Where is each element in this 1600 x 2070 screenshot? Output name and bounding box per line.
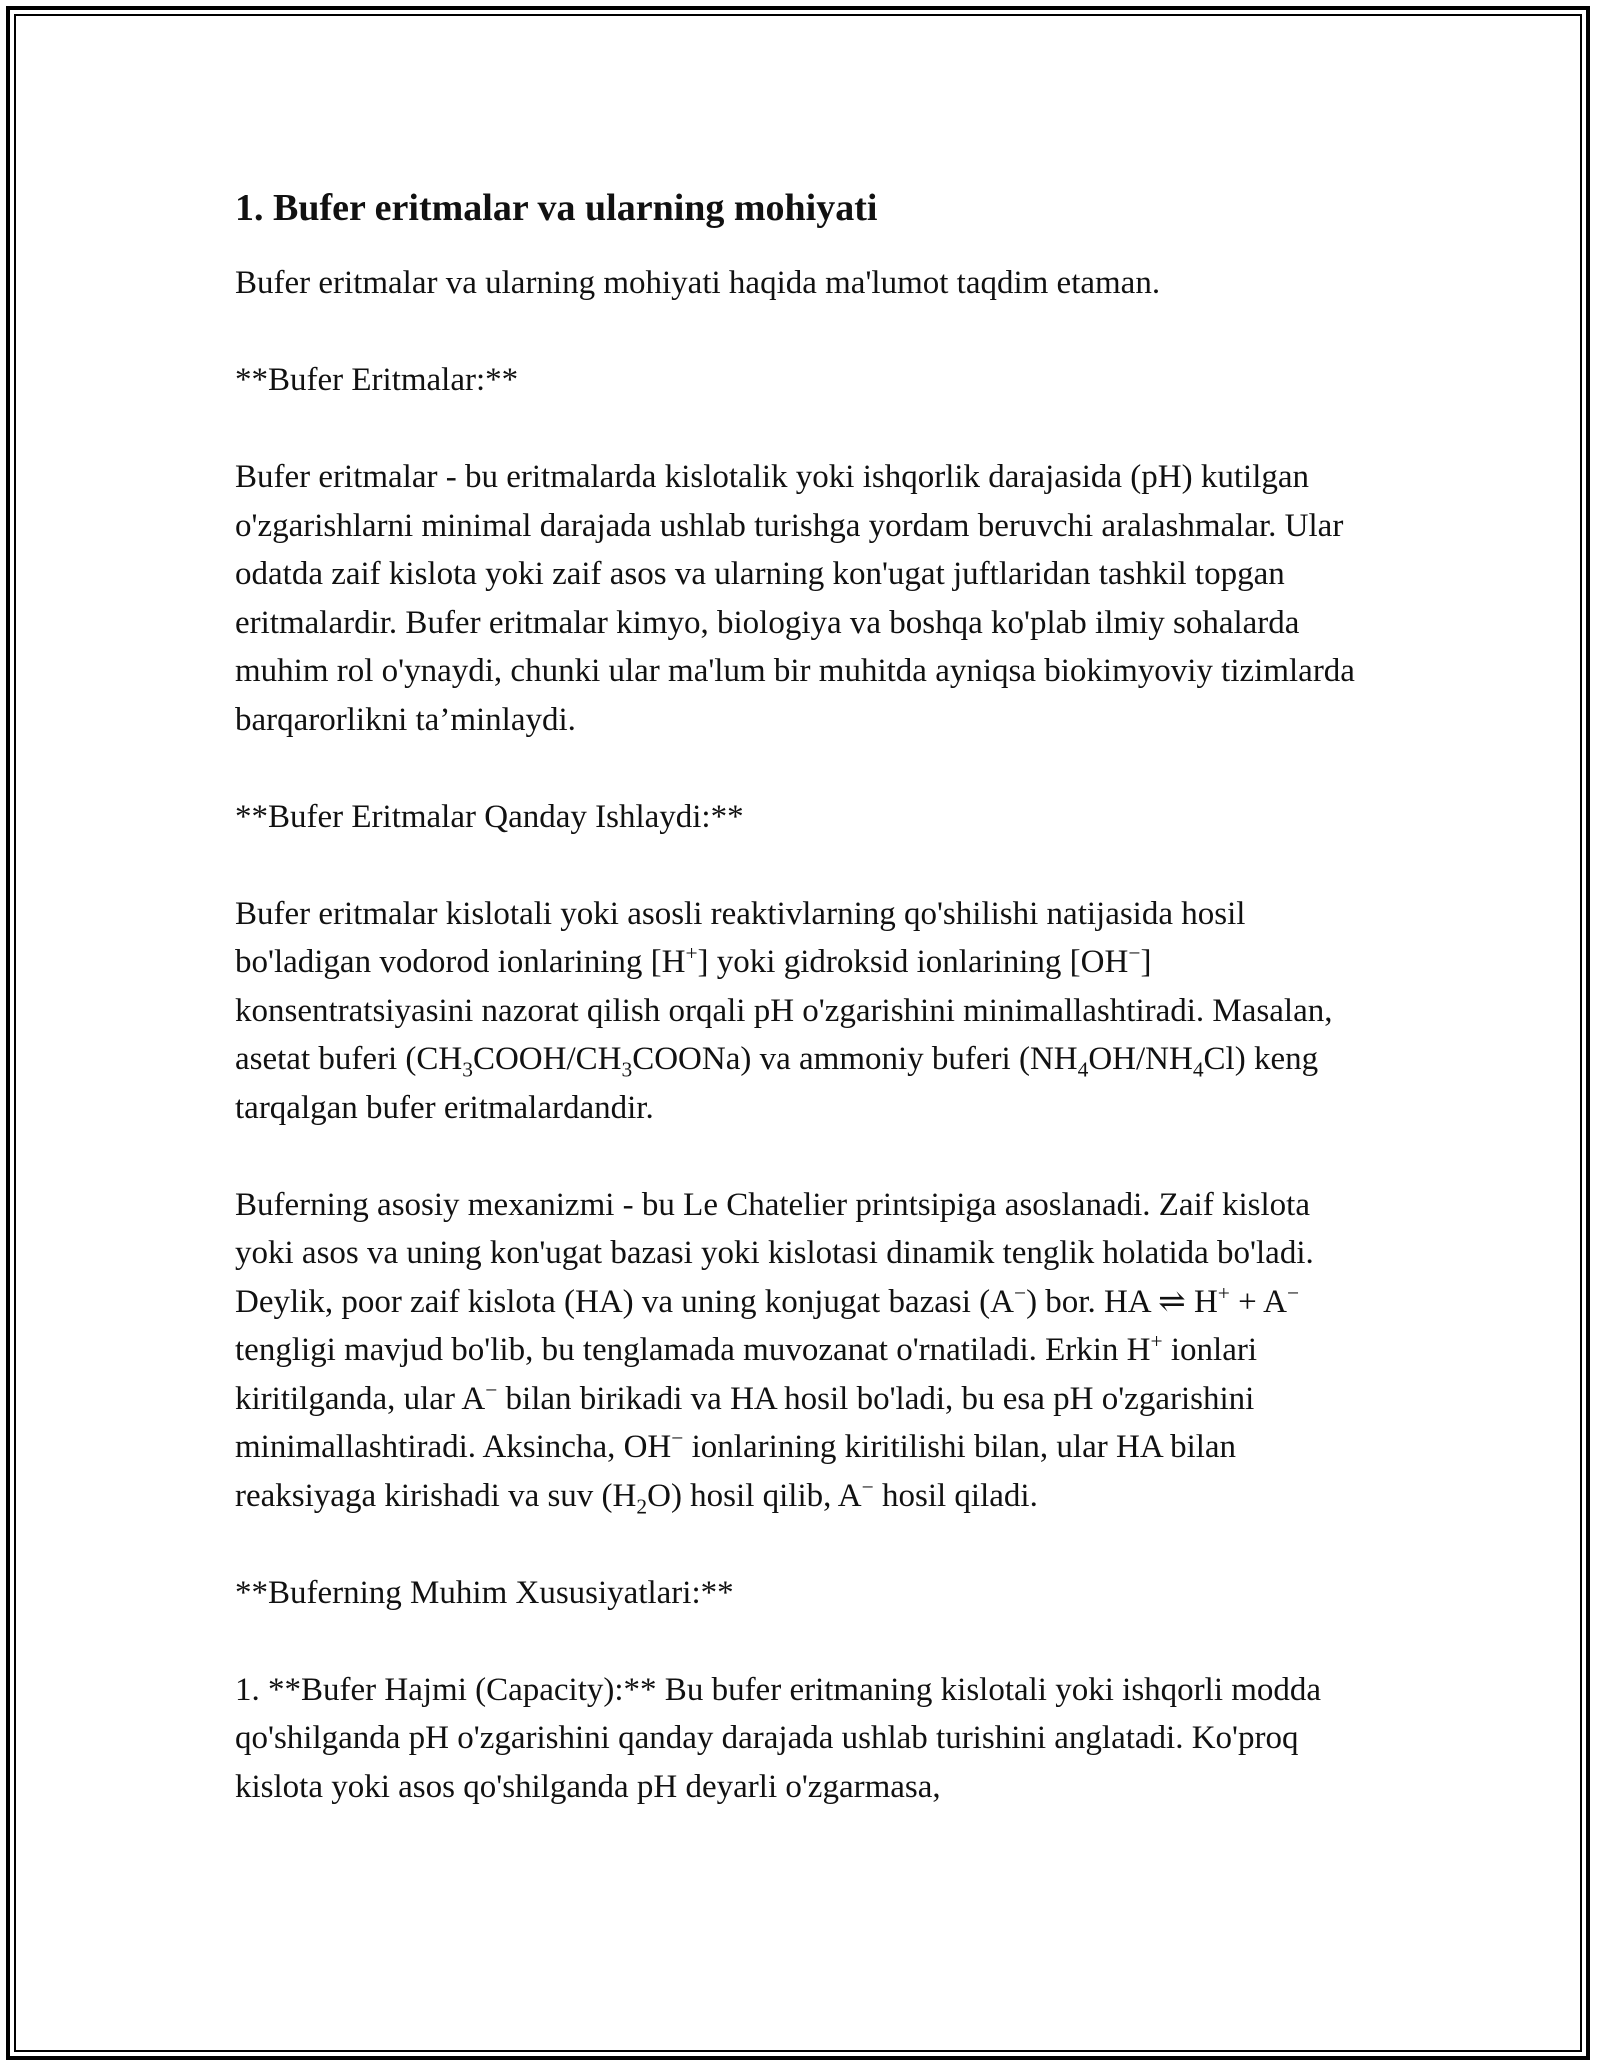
paragraph-definition: Bufer eritmalar - bu eritmalarda kislotalik yoki ishqorlik darajasida (pH) kutilgan o'zgarishlarni minimal darajada ushlab turishga yordam beruvchi aralashmalar. Ular odatda zaif kislota yoki zaif asos va ularning kon'ugat juftlaridan tashkil topgan eritmalardir. Bufer eritmalar kimyo, biologiya va boshqa ko'plab ilmiy sohalarda muhim rol o'ynaydi, chunki ular ma'lum bir muhitda ayniqsa biokimyoviy tizimlarda barqarorlikni ta’minlaydi. [235,459,1355,738]
list-item-capacity: 1. **Bufer Hajmi (Capacity):** Bu bufer eritmaning kislotali yoki ishqorli modda qo'shilganda pH o'zgarishini qanday darajada ushlab turishini anglatadi. Ko'proq kislota yoki asos qo'shilganda pH deyarli o'zgarmasa, [235,1671,1322,1805]
document-body [235,185,1375,1860]
paragraph-ion-control: Bufer eritmalar kislotali yoki asosli reaktivlarning qo'shilishi natijasida hosil bo'ladigan vodorod ionlarining [H+] yoki gidroksid ionlarining [OH−] konsentratsiyasini nazorat qilish orqali pH o'zgarishini minimallashtiradi. Masalan, asetat buferi $(CH_3COOH/CH_3COONa)$ va ammoniy buferi $(NH_4OH/NH_4Cl)$ keng tarqalgan bufer eritmalardandir. [235,895,1333,1126]
section-heading-properties: **Buferning Muhim Xususiyatlari:** [235,1574,734,1611]
intro-paragraph: Bufer eritmalar va ularning mohiyati haqida ma'lumot taqdim etaman. [235,265,1161,301]
paragraph-mechanism: Buferning asosiy mexanizmi - bu Le Chatelier printsipiga asoslanadi. Zaif kislota yoki asos va uning kon'ugat bazasi yoki kislotasi dinamik tenglik holatida bo'ladi. Deylik, poor zaif kislota (HA) va uning konjugat bazasi (A−) bor. HA ⇌ H+ + A− tengligi mavjud bo'lib, bu tenglamada muvozanat o'rnatiladi. Erkin H+ ionlari kiritilganda, ular A− bilan birikadi va HA hosil bo'ladi, bu esa pH o'zgarishini minimallashtiradi. Aksincha, OH− ionlarining kiritilishi bilan, ular HA bilan reaksiyaga kirishadi va suv $(H_2O)$ hosil qilib, A− hosil qiladi. [235,1186,1314,1519]
section-heading-how-it-works: **Bufer Eritmalar Qanday Ishlaydi:** [235,798,744,835]
section-heading-bufer-eritmalar: **Bufer Eritmalar:** [235,362,519,398]
page-title: 1. Bufer eritmalar va ularning mohiyati [235,187,878,229]
